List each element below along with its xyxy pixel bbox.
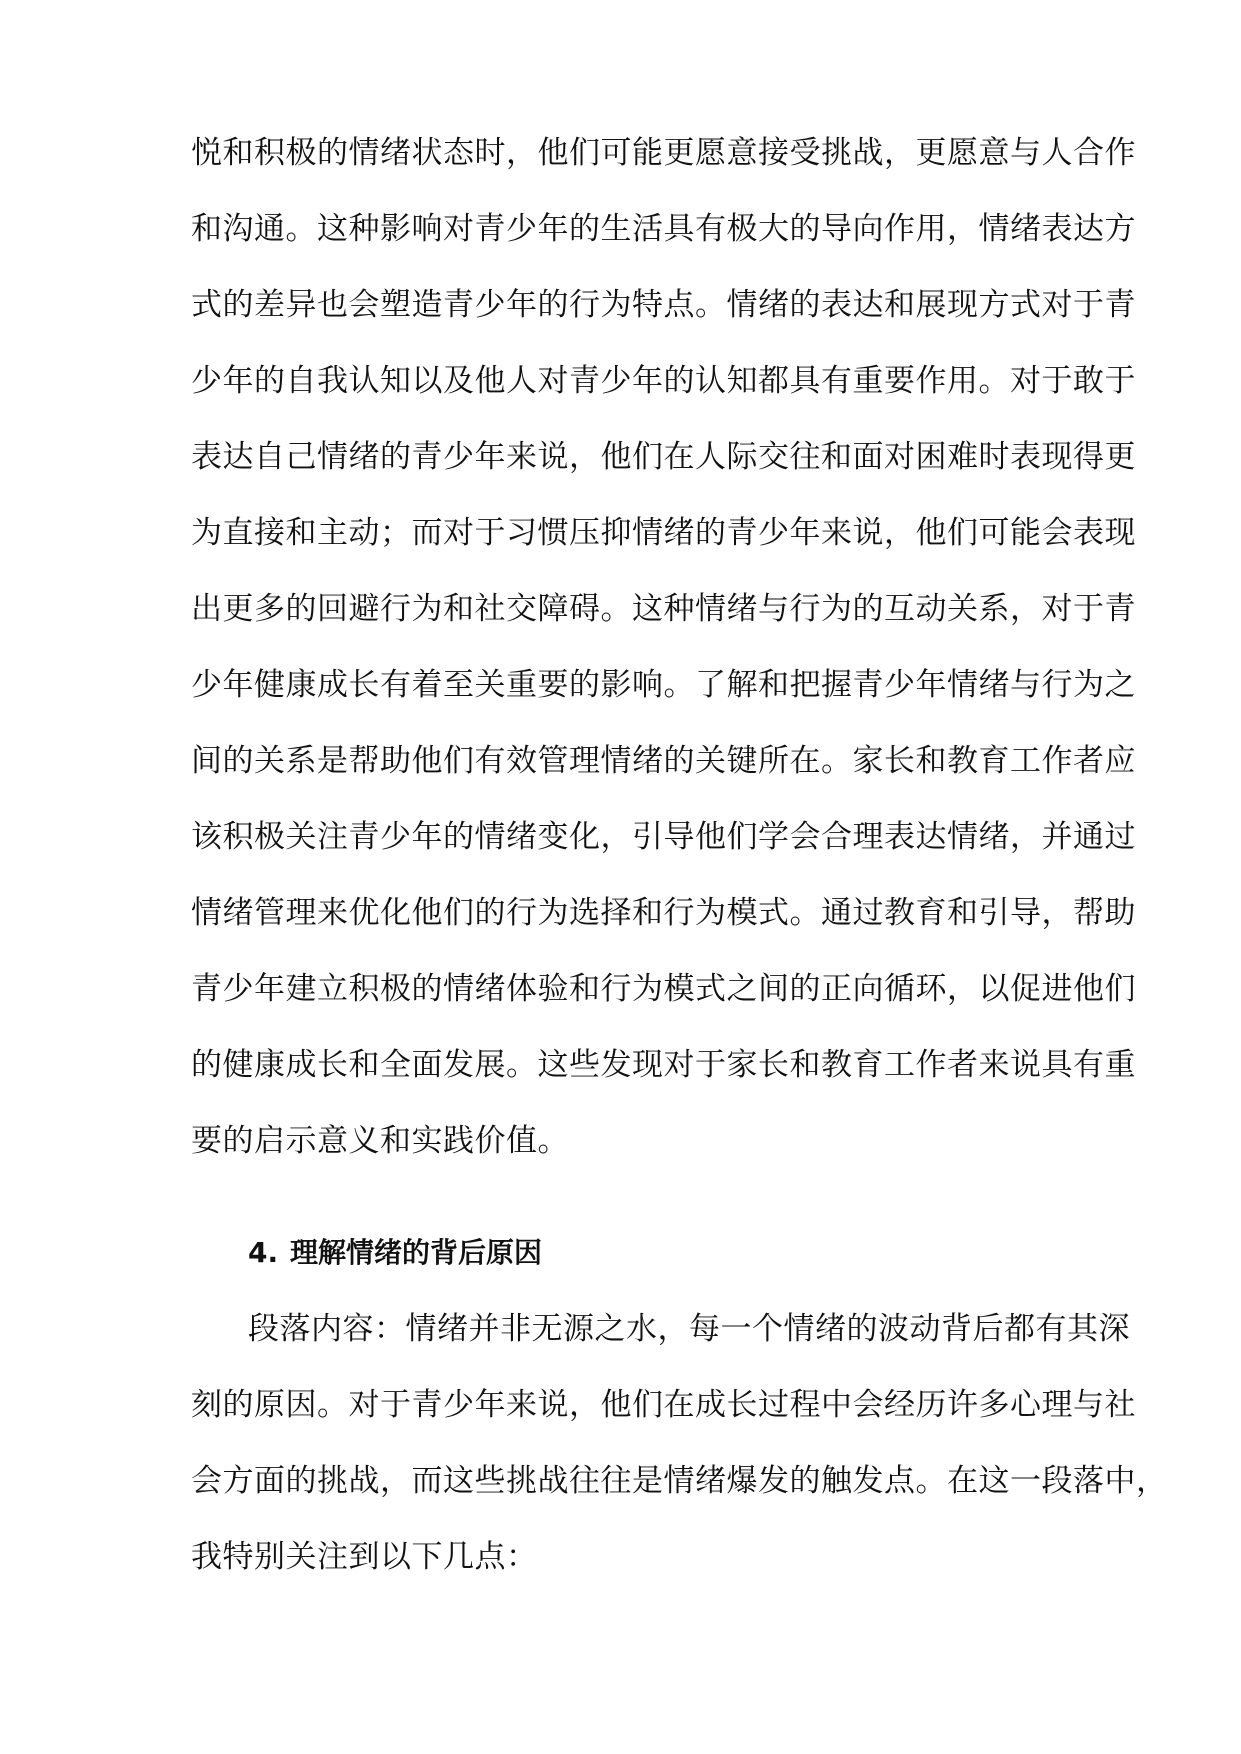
body-text-line: 段落内容：情绪并非无源之水，每一个情绪的波动背后都有其深	[248, 1311, 1130, 1347]
body-text-line: 和沟通。这种影响对青少年的生活具有极大的导向作用，情绪表达方	[191, 211, 1136, 247]
body-text-line: 情绪管理来优化他们的行为选择和行为模式。通过教育和引导，帮助	[191, 895, 1136, 931]
body-text-line: 会方面的挑战，而这些挑战往往是情绪爆发的触发点。在这一段落中，	[191, 1463, 1168, 1499]
body-text-line: 的健康成长和全面发展。这些发现对于家长和教育工作者来说具有重	[191, 1047, 1136, 1083]
section-heading	[248, 1233, 542, 1273]
body-text-line: 该积极关注青少年的情绪变化，引导他们学会合理表达情绪，并通过	[191, 819, 1136, 855]
body-text-line: 为直接和主动；而对于习惯压抑情绪的青少年来说，他们可能会表现	[191, 515, 1136, 551]
body-text-line: 出更多的回避行为和社交障碍。这种情绪与行为的互动关系，对于青	[191, 591, 1136, 627]
body-text-line: 少年的自我认知以及他人对青少年的认知都具有重要作用。对于敢于	[191, 363, 1136, 399]
body-text-line: 少年健康成长有着至关重要的影响。了解和把握青少年情绪与行为之	[191, 667, 1136, 703]
body-text-line: 表达自己情绪的青少年来说，他们在人际交往和面对困难时表现得更	[191, 439, 1136, 475]
section-title: 理解情绪的背后原因	[290, 1236, 543, 1269]
body-text-line: 青少年建立积极的情绪体验和行为模式之间的正向循环，以促进他们	[191, 971, 1136, 1007]
body-text-line: 要的启示意义和实践价值。	[191, 1123, 569, 1159]
body-text-line: 式的差异也会塑造青少年的行为特点。情绪的表达和展现方式对于青	[191, 287, 1136, 323]
body-text-line: 间的关系是帮助他们有效管理情绪的关键所在。家长和教育工作者应	[191, 743, 1136, 779]
section-number: 4.	[248, 1236, 279, 1269]
body-text-line: 悦和积极的情绪状态时，他们可能更愿意接受挑战，更愿意与人合作	[191, 135, 1136, 171]
body-text-line: 我特别关注到以下几点：	[191, 1539, 538, 1575]
body-text-line: 刻的原因。对于青少年来说，他们在成长过程中会经历许多心理与社	[191, 1387, 1136, 1423]
